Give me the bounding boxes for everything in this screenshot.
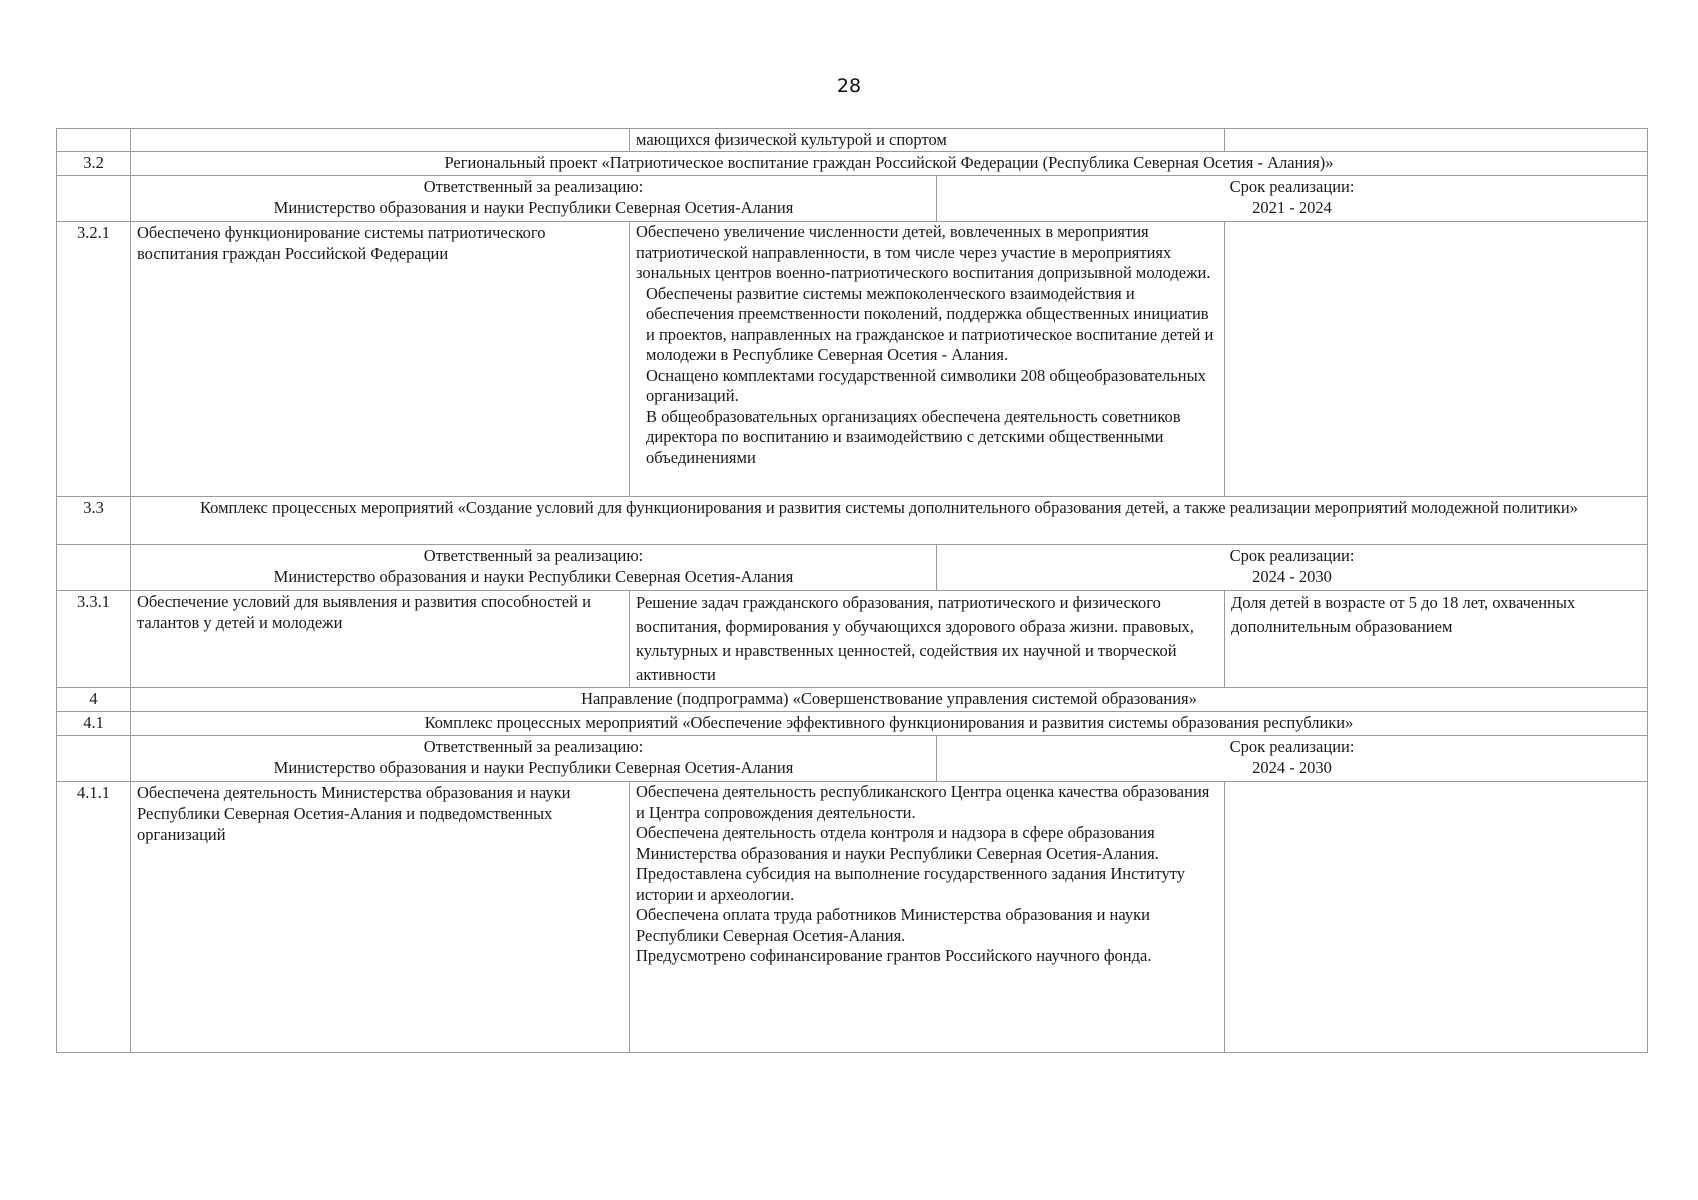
table-row-3-2-1 xyxy=(57,222,1648,497)
section-row-4 xyxy=(57,688,1648,712)
effect-cell: Решение задач гражданского образования, патриотического и физического воспитания, формирования у обучающихся здорового образа жизни. правовых, культурных и нравственных ценностей, содействия их научной и творческой активности xyxy=(630,591,1225,688)
task-cell: Обеспечено функционирование системы патриотического воспитания граждан Российской Федерации xyxy=(131,222,630,497)
indicator-cell xyxy=(1225,222,1648,497)
effect-item: Предоставлена субсидия на выполнение государственного задания Институту истории и археологии. xyxy=(636,864,1185,904)
responsible-row-3-3 xyxy=(57,545,1648,591)
section-number: 3.2 xyxy=(57,152,131,176)
term-value: 2024 - 2030 xyxy=(1252,758,1332,777)
indicator-cell: Доля детей в возрасте от 5 до 18 лет, охваченных дополнительным образованием xyxy=(1225,591,1648,688)
row-number: 3.2.1 xyxy=(57,222,131,497)
table-row-continuation xyxy=(57,129,1648,152)
section-title: Направление (подпрограмма) «Совершенствование управления системой образования» xyxy=(131,688,1648,712)
effect-item: Обеспечена деятельность республиканского Центра оценка качества образования и Центра сопровождения деятельности. xyxy=(636,782,1210,822)
term-label: Срок реализации: xyxy=(1229,546,1355,565)
program-structure-table xyxy=(56,128,1648,1053)
cell-indicator xyxy=(1225,129,1648,152)
responsible-label: Ответственный за реализацию: xyxy=(423,177,644,196)
term-cell xyxy=(937,545,1648,591)
effect-cell xyxy=(630,222,1225,497)
responsible-label: Ответственный за реализацию: xyxy=(423,546,644,565)
task-cell: Обеспечена деятельность Министерства образования и науки Республики Северная Осетия-Алания и подведомственных организаций xyxy=(131,782,630,1053)
responsible-cell xyxy=(131,545,937,591)
cell-num xyxy=(57,736,131,782)
section-number: 3.3 xyxy=(57,497,131,545)
section-row-3-3 xyxy=(57,497,1648,545)
cell-effect: мающихся физической культурой и спортом xyxy=(630,129,1225,152)
effect-item: Предусмотрено софинансирование грантов Российского научного фонда. xyxy=(636,946,1152,965)
responsible-cell xyxy=(131,176,937,222)
row-number: 4.1.1 xyxy=(57,782,131,1053)
section-title: Комплекс процессных мероприятий «Создание условий для функционирования и развития системы дополнительного образования детей, а также реализации мероприятий молодежной политики» xyxy=(131,497,1648,545)
effect-cell xyxy=(630,782,1225,1053)
table-row-4-1-1 xyxy=(57,782,1648,1053)
responsible-value: Министерство образования и науки Республики Северная Осетия-Алания xyxy=(273,758,794,777)
responsible-value: Министерство образования и науки Республики Северная Осетия-Алания xyxy=(273,198,794,217)
term-label: Срок реализации: xyxy=(1229,737,1355,756)
cell-num xyxy=(57,545,131,591)
term-cell xyxy=(937,176,1648,222)
effect-item: Обеспечено увеличение численности детей, вовлеченных в мероприятия патриотической направленности, в том числе через участие в мероприятиях зональных центров военно-патриотического воспитания допризывной молодежи. xyxy=(636,222,1211,282)
row-number: 3.3.1 xyxy=(57,591,131,688)
section-row-4-1 xyxy=(57,712,1648,736)
responsible-value: Министерство образования и науки Республики Северная Осетия-Алания xyxy=(273,567,794,586)
table-row-3-3-1 xyxy=(57,591,1648,688)
responsible-row-3-2 xyxy=(57,176,1648,222)
term-label: Срок реализации: xyxy=(1229,177,1355,196)
term-cell xyxy=(937,736,1648,782)
term-value: 2024 - 2030 xyxy=(1252,567,1332,586)
section-row-3-2 xyxy=(57,152,1648,176)
section-title: Региональный проект «Патриотическое воспитание граждан Российской Федерации (Республика Северная Осетия - Алания)» xyxy=(131,152,1648,176)
effect-item: Обеспечена деятельность отдела контроля и надзора в сфере образования Министерства образования и науки Республики Северная Осетия-Алания. xyxy=(636,823,1159,863)
section-number: 4.1 xyxy=(57,712,131,736)
cell-num xyxy=(57,176,131,222)
effect-item: Обеспечена оплата труда работников Министерства образования и науки Республики Северная Осетия-Алания. xyxy=(636,905,1150,945)
effect-item: В общеобразовательных организациях обеспечена деятельность советников директора по воспитанию и взаимодействию с детскими общественными объединениями xyxy=(646,406,1181,467)
page-number: 28 xyxy=(836,75,862,97)
responsible-label: Ответственный за реализацию: xyxy=(423,737,644,756)
indicator-cell xyxy=(1225,782,1648,1053)
term-value: 2021 - 2024 xyxy=(1252,198,1332,217)
effect-item: Оснащено комплектами государственной символики 208 общеобразовательных организаций. xyxy=(646,365,1206,405)
cell-task xyxy=(131,129,630,152)
effect-item: Обеспечены развитие системы межпоколенческого взаимодействия и обеспечения преемственности поколений, поддержка общественных инициатив и проектов, направленных на гражданское и патриотическое воспитание детей и молодежи в Республике Северная Осетия - Алания. xyxy=(646,283,1214,364)
section-number: 4 xyxy=(57,688,131,712)
responsible-row-4-1 xyxy=(57,736,1648,782)
section-title: Комплекс процессных мероприятий «Обеспечение эффективного функционирования и развития системы образования республики» xyxy=(131,712,1648,736)
cell-num xyxy=(57,129,131,152)
responsible-cell xyxy=(131,736,937,782)
task-cell: Обеспечение условий для выявления и развития способностей и талантов у детей и молодежи xyxy=(131,591,630,688)
